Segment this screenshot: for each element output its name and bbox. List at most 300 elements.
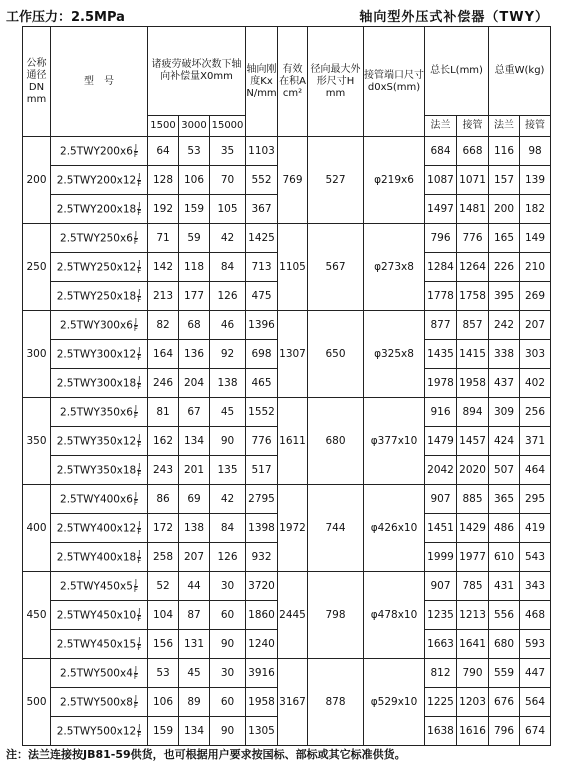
connection-flange-mark: F bbox=[133, 672, 138, 681]
weight-weld-cell: 674 bbox=[520, 717, 551, 746]
area-cell: 2445 bbox=[278, 572, 308, 659]
comp-3000-cell: 134 bbox=[179, 717, 210, 746]
comp-1500-cell: 82 bbox=[148, 311, 179, 340]
comp-1500-cell: 53 bbox=[148, 659, 179, 688]
header-length: 总长L(mm) bbox=[425, 27, 489, 116]
model-cell bbox=[51, 427, 148, 456]
connection-weld-mark: J bbox=[138, 345, 141, 354]
subheader-weight-flange: 法兰 bbox=[489, 116, 520, 137]
header-area: 有效在积A cm² bbox=[278, 27, 308, 137]
length-weld-cell: 785 bbox=[457, 572, 489, 601]
weight-weld-cell: 447 bbox=[520, 659, 551, 688]
model-code: 2.5TWY400x18 bbox=[56, 551, 137, 563]
comp-15000-cell: 35 bbox=[210, 137, 246, 166]
connection-type-fraction bbox=[137, 463, 141, 478]
comp-3000-cell: 53 bbox=[179, 137, 210, 166]
weight-weld-cell: 464 bbox=[520, 456, 551, 485]
table-row bbox=[23, 659, 551, 688]
length-flange-cell: 1435 bbox=[425, 340, 457, 369]
connection-flange-mark: F bbox=[137, 469, 142, 478]
outer-size-cell: 527 bbox=[308, 137, 364, 224]
outer-size-cell: 798 bbox=[308, 572, 364, 659]
connection-type-fraction bbox=[134, 666, 138, 681]
comp-1500-cell: 64 bbox=[148, 137, 179, 166]
table-row bbox=[23, 572, 551, 601]
connection-weld-mark: J bbox=[134, 142, 137, 151]
connection-weld-mark: J bbox=[138, 374, 141, 383]
weight-weld-cell: 182 bbox=[520, 195, 551, 224]
weight-flange-cell: 676 bbox=[489, 688, 520, 717]
length-flange-cell: 1451 bbox=[425, 514, 457, 543]
model-code: 2.5TWY350x18 bbox=[56, 464, 137, 476]
model-cell bbox=[51, 514, 148, 543]
weight-weld-cell: 303 bbox=[520, 340, 551, 369]
comp-1500-cell: 258 bbox=[148, 543, 179, 572]
connection-flange-mark: F bbox=[137, 614, 142, 623]
length-flange-cell: 907 bbox=[425, 572, 457, 601]
connection-weld-mark: J bbox=[138, 432, 141, 441]
comp-15000-cell: 42 bbox=[210, 224, 246, 253]
header-weight: 总重W(kg) bbox=[489, 27, 551, 116]
connection-flange-mark: F bbox=[137, 730, 142, 739]
comp-1500-cell: 243 bbox=[148, 456, 179, 485]
area-cell: 1307 bbox=[278, 311, 308, 398]
connection-type-fraction bbox=[137, 173, 141, 188]
connection-weld-mark: J bbox=[138, 171, 141, 180]
connection-type-fraction bbox=[134, 144, 138, 159]
model-code: 2.5TWY200x12 bbox=[56, 174, 137, 186]
connection-weld-mark: J bbox=[138, 287, 141, 296]
model-code: 2.5TWY500x12 bbox=[56, 725, 137, 737]
model-code: 2.5TWY250x12 bbox=[56, 261, 137, 273]
weight-flange-cell: 338 bbox=[489, 340, 520, 369]
model-code: 2.5TWY250x6 bbox=[60, 232, 133, 244]
comp-15000-cell: 138 bbox=[210, 369, 246, 398]
model-code: 2.5TWY200x6 bbox=[60, 145, 133, 157]
weight-flange-cell: 116 bbox=[489, 137, 520, 166]
working-pressure-label: 工作压力：2.5MPa bbox=[6, 10, 125, 25]
dn-cell: 200 bbox=[23, 137, 51, 224]
stiffness-cell: 475 bbox=[246, 282, 278, 311]
model-cell bbox=[51, 311, 148, 340]
outer-size-cell: 744 bbox=[308, 485, 364, 572]
connection-flange-mark: F bbox=[137, 440, 142, 449]
weight-flange-cell: 680 bbox=[489, 630, 520, 659]
connection-weld-mark: J bbox=[138, 258, 141, 267]
length-weld-cell: 1264 bbox=[457, 253, 489, 282]
connection-weld-mark: J bbox=[134, 490, 137, 499]
model-cell bbox=[51, 224, 148, 253]
stiffness-cell: 1552 bbox=[246, 398, 278, 427]
connection-type-fraction bbox=[137, 347, 141, 362]
model-code: 2.5TWY300x18 bbox=[56, 377, 137, 389]
model-cell bbox=[51, 659, 148, 688]
connection-weld-mark: J bbox=[134, 403, 137, 412]
connection-type-fraction bbox=[137, 724, 141, 739]
connection-type-fraction bbox=[137, 260, 141, 275]
model-code: 2.5TWY500x8 bbox=[60, 696, 133, 708]
area-cell: 769 bbox=[278, 137, 308, 224]
comp-15000-cell: 70 bbox=[210, 166, 246, 195]
comp-15000-cell: 84 bbox=[210, 514, 246, 543]
connection-type-fraction bbox=[134, 492, 138, 507]
comp-3000-cell: 106 bbox=[179, 166, 210, 195]
outer-size-cell: 680 bbox=[308, 398, 364, 485]
length-weld-cell: 885 bbox=[457, 485, 489, 514]
weight-flange-cell: 226 bbox=[489, 253, 520, 282]
length-weld-cell: 1071 bbox=[457, 166, 489, 195]
comp-1500-cell: 81 bbox=[148, 398, 179, 427]
subheader-weight-weld: 接管 bbox=[520, 116, 551, 137]
comp-15000-cell: 42 bbox=[210, 485, 246, 514]
weight-flange-cell: 796 bbox=[489, 717, 520, 746]
weight-flange-cell: 157 bbox=[489, 166, 520, 195]
weight-weld-cell: 149 bbox=[520, 224, 551, 253]
comp-3000-cell: 69 bbox=[179, 485, 210, 514]
connection-type-fraction bbox=[134, 405, 138, 420]
weight-weld-cell: 419 bbox=[520, 514, 551, 543]
table-row bbox=[23, 311, 551, 340]
connection-flange-mark: F bbox=[137, 382, 142, 391]
weight-flange-cell: 395 bbox=[489, 282, 520, 311]
connection-type-fraction bbox=[137, 376, 141, 391]
stiffness-cell: 2795 bbox=[246, 485, 278, 514]
connection-type-fraction bbox=[134, 231, 138, 246]
weight-flange-cell: 309 bbox=[489, 398, 520, 427]
comp-15000-cell: 135 bbox=[210, 456, 246, 485]
comp-15000-cell: 46 bbox=[210, 311, 246, 340]
connection-type-fraction bbox=[134, 695, 138, 710]
weight-flange-cell: 424 bbox=[489, 427, 520, 456]
dn-cell: 350 bbox=[23, 398, 51, 485]
comp-3000-cell: 68 bbox=[179, 311, 210, 340]
length-weld-cell: 1213 bbox=[457, 601, 489, 630]
dn-cell: 400 bbox=[23, 485, 51, 572]
connection-type-fraction bbox=[137, 608, 141, 623]
length-flange-cell: 1225 bbox=[425, 688, 457, 717]
weight-flange-cell: 559 bbox=[489, 659, 520, 688]
comp-1500-cell: 213 bbox=[148, 282, 179, 311]
connection-type-fraction bbox=[137, 521, 141, 536]
connection-type-fraction bbox=[134, 318, 138, 333]
weight-flange-cell: 365 bbox=[489, 485, 520, 514]
connection-flange-mark: F bbox=[133, 150, 138, 159]
port-size-cell: φ325x8 bbox=[364, 311, 425, 398]
weight-weld-cell: 269 bbox=[520, 282, 551, 311]
weight-flange-cell: 437 bbox=[489, 369, 520, 398]
outer-size-cell: 878 bbox=[308, 659, 364, 746]
comp-3000-cell: 59 bbox=[179, 224, 210, 253]
weight-weld-cell: 402 bbox=[520, 369, 551, 398]
area-cell: 1105 bbox=[278, 224, 308, 311]
comp-1500-cell: 192 bbox=[148, 195, 179, 224]
length-weld-cell: 1958 bbox=[457, 369, 489, 398]
comp-3000-cell: 201 bbox=[179, 456, 210, 485]
comp-3000-cell: 207 bbox=[179, 543, 210, 572]
weight-flange-cell: 556 bbox=[489, 601, 520, 630]
weight-weld-cell: 564 bbox=[520, 688, 551, 717]
area-cell: 1611 bbox=[278, 398, 308, 485]
model-cell bbox=[51, 717, 148, 746]
area-cell: 1972 bbox=[278, 485, 308, 572]
connection-flange-mark: F bbox=[137, 353, 142, 362]
weight-weld-cell: 371 bbox=[520, 427, 551, 456]
comp-1500-cell: 142 bbox=[148, 253, 179, 282]
comp-1500-cell: 156 bbox=[148, 630, 179, 659]
port-size-cell: φ219x6 bbox=[364, 137, 425, 224]
model-cell bbox=[51, 572, 148, 601]
connection-weld-mark: J bbox=[138, 722, 141, 731]
stiffness-cell: 1305 bbox=[246, 717, 278, 746]
footnote: 注：法兰连接按JB81-59供货，也可根据用户要求按国标、部标或其它标准供货。 bbox=[6, 748, 406, 761]
stiffness-cell: 698 bbox=[246, 340, 278, 369]
connection-weld-mark: J bbox=[134, 693, 137, 702]
model-cell bbox=[51, 282, 148, 311]
subheader-3000: 3000 bbox=[179, 116, 210, 137]
connection-type-fraction bbox=[137, 550, 141, 565]
model-cell bbox=[51, 485, 148, 514]
weight-flange-cell: 507 bbox=[489, 456, 520, 485]
comp-1500-cell: 128 bbox=[148, 166, 179, 195]
spec-table-body bbox=[23, 137, 551, 746]
weight-weld-cell: 139 bbox=[520, 166, 551, 195]
comp-3000-cell: 204 bbox=[179, 369, 210, 398]
length-flange-cell: 916 bbox=[425, 398, 457, 427]
weight-flange-cell: 165 bbox=[489, 224, 520, 253]
document-title: 轴向型外压式补偿器（TWY） bbox=[359, 10, 549, 25]
connection-flange-mark: F bbox=[133, 237, 138, 246]
comp-15000-cell: 84 bbox=[210, 253, 246, 282]
comp-3000-cell: 131 bbox=[179, 630, 210, 659]
header-fatigue: 诸疲劳破坏次数下轴向补偿量X0mm bbox=[148, 27, 246, 116]
stiffness-cell: 1398 bbox=[246, 514, 278, 543]
model-cell bbox=[51, 543, 148, 572]
length-flange-cell: 1479 bbox=[425, 427, 457, 456]
stiffness-cell: 1396 bbox=[246, 311, 278, 340]
dn-cell: 250 bbox=[23, 224, 51, 311]
connection-type-fraction bbox=[134, 579, 138, 594]
comp-15000-cell: 30 bbox=[210, 659, 246, 688]
length-weld-cell: 1415 bbox=[457, 340, 489, 369]
comp-3000-cell: 67 bbox=[179, 398, 210, 427]
comp-1500-cell: 71 bbox=[148, 224, 179, 253]
model-cell bbox=[51, 166, 148, 195]
stiffness-cell: 1860 bbox=[246, 601, 278, 630]
connection-flange-mark: F bbox=[133, 324, 138, 333]
connection-weld-mark: J bbox=[138, 519, 141, 528]
dn-cell: 300 bbox=[23, 311, 51, 398]
model-code: 2.5TWY350x12 bbox=[56, 435, 137, 447]
model-code: 2.5TWY350x6 bbox=[60, 406, 133, 418]
connection-flange-mark: F bbox=[137, 527, 142, 536]
connection-weld-mark: J bbox=[138, 635, 141, 644]
model-code: 2.5TWY400x6 bbox=[60, 493, 133, 505]
stiffness-cell: 552 bbox=[246, 166, 278, 195]
connection-flange-mark: F bbox=[137, 266, 142, 275]
connection-flange-mark: F bbox=[137, 179, 142, 188]
weight-weld-cell: 207 bbox=[520, 311, 551, 340]
model-code: 2.5TWY450x15 bbox=[56, 638, 137, 650]
length-weld-cell: 1429 bbox=[457, 514, 489, 543]
length-weld-cell: 2020 bbox=[457, 456, 489, 485]
connection-type-fraction bbox=[137, 434, 141, 449]
stiffness-cell: 465 bbox=[246, 369, 278, 398]
comp-3000-cell: 138 bbox=[179, 514, 210, 543]
comp-15000-cell: 60 bbox=[210, 688, 246, 717]
length-flange-cell: 796 bbox=[425, 224, 457, 253]
length-weld-cell: 894 bbox=[457, 398, 489, 427]
subheader-length-flange: 法兰 bbox=[425, 116, 457, 137]
model-cell bbox=[51, 456, 148, 485]
model-cell bbox=[51, 369, 148, 398]
header-stiffness: 轴向刚度Kx N/mm bbox=[246, 27, 278, 137]
connection-flange-mark: F bbox=[137, 643, 142, 652]
weight-flange-cell: 242 bbox=[489, 311, 520, 340]
connection-flange-mark: F bbox=[133, 411, 138, 420]
length-weld-cell: 1203 bbox=[457, 688, 489, 717]
comp-3000-cell: 89 bbox=[179, 688, 210, 717]
comp-15000-cell: 30 bbox=[210, 572, 246, 601]
comp-15000-cell: 90 bbox=[210, 630, 246, 659]
stiffness-cell: 1240 bbox=[246, 630, 278, 659]
model-code: 2.5TWY300x12 bbox=[56, 348, 137, 360]
comp-1500-cell: 106 bbox=[148, 688, 179, 717]
length-flange-cell: 1778 bbox=[425, 282, 457, 311]
header-model: 型 号 bbox=[51, 27, 148, 137]
port-size-cell: φ377x10 bbox=[364, 398, 425, 485]
length-weld-cell: 1616 bbox=[457, 717, 489, 746]
comp-15000-cell: 92 bbox=[210, 340, 246, 369]
comp-1500-cell: 162 bbox=[148, 427, 179, 456]
weight-flange-cell: 200 bbox=[489, 195, 520, 224]
port-size-cell: φ478x10 bbox=[364, 572, 425, 659]
connection-type-fraction bbox=[137, 289, 141, 304]
stiffness-cell: 3720 bbox=[246, 572, 278, 601]
length-flange-cell: 877 bbox=[425, 311, 457, 340]
connection-type-fraction bbox=[137, 202, 141, 217]
model-cell bbox=[51, 195, 148, 224]
length-weld-cell: 857 bbox=[457, 311, 489, 340]
length-flange-cell: 812 bbox=[425, 659, 457, 688]
header-outer-size: 径向最大外形尺寸H mm bbox=[308, 27, 364, 137]
model-cell bbox=[51, 340, 148, 369]
model-cell bbox=[51, 601, 148, 630]
length-weld-cell: 1758 bbox=[457, 282, 489, 311]
comp-3000-cell: 118 bbox=[179, 253, 210, 282]
weight-weld-cell: 343 bbox=[520, 572, 551, 601]
connection-type-fraction bbox=[137, 637, 141, 652]
connection-weld-mark: J bbox=[138, 200, 141, 209]
header-port-size: 接管端口尺寸d0xS(mm) bbox=[364, 27, 425, 137]
model-cell bbox=[51, 253, 148, 282]
stiffness-cell: 776 bbox=[246, 427, 278, 456]
port-size-cell: φ426x10 bbox=[364, 485, 425, 572]
subheader-15000: 15000 bbox=[210, 116, 246, 137]
comp-1500-cell: 52 bbox=[148, 572, 179, 601]
model-code: 2.5TWY250x18 bbox=[56, 290, 137, 302]
connection-weld-mark: J bbox=[134, 664, 137, 673]
comp-15000-cell: 45 bbox=[210, 398, 246, 427]
length-flange-cell: 1497 bbox=[425, 195, 457, 224]
stiffness-cell: 3916 bbox=[246, 659, 278, 688]
length-weld-cell: 1641 bbox=[457, 630, 489, 659]
comp-1500-cell: 104 bbox=[148, 601, 179, 630]
stiffness-cell: 517 bbox=[246, 456, 278, 485]
comp-3000-cell: 136 bbox=[179, 340, 210, 369]
comp-3000-cell: 159 bbox=[179, 195, 210, 224]
length-weld-cell: 1977 bbox=[457, 543, 489, 572]
comp-15000-cell: 90 bbox=[210, 717, 246, 746]
stiffness-cell: 367 bbox=[246, 195, 278, 224]
weight-weld-cell: 593 bbox=[520, 630, 551, 659]
model-code: 2.5TWY450x5 bbox=[60, 580, 133, 592]
length-weld-cell: 776 bbox=[457, 224, 489, 253]
connection-flange-mark: F bbox=[133, 498, 138, 507]
model-code: 2.5TWY200x18 bbox=[56, 203, 137, 215]
comp-1500-cell: 246 bbox=[148, 369, 179, 398]
connection-flange-mark: F bbox=[137, 556, 142, 565]
length-flange-cell: 1235 bbox=[425, 601, 457, 630]
weight-weld-cell: 210 bbox=[520, 253, 551, 282]
model-code: 2.5TWY450x10 bbox=[56, 609, 137, 621]
table-row bbox=[23, 137, 551, 166]
comp-3000-cell: 87 bbox=[179, 601, 210, 630]
comp-15000-cell: 126 bbox=[210, 282, 246, 311]
length-flange-cell: 1638 bbox=[425, 717, 457, 746]
comp-3000-cell: 45 bbox=[179, 659, 210, 688]
weight-weld-cell: 98 bbox=[520, 137, 551, 166]
weight-flange-cell: 486 bbox=[489, 514, 520, 543]
length-flange-cell: 684 bbox=[425, 137, 457, 166]
model-cell bbox=[51, 398, 148, 427]
connection-flange-mark: F bbox=[137, 295, 142, 304]
length-flange-cell: 1978 bbox=[425, 369, 457, 398]
connection-weld-mark: J bbox=[138, 548, 141, 557]
connection-weld-mark: J bbox=[134, 316, 137, 325]
connection-weld-mark: J bbox=[134, 577, 137, 586]
outer-size-cell: 650 bbox=[308, 311, 364, 398]
length-flange-cell: 907 bbox=[425, 485, 457, 514]
length-flange-cell: 1284 bbox=[425, 253, 457, 282]
model-code: 2.5TWY500x4 bbox=[60, 667, 133, 679]
connection-flange-mark: F bbox=[133, 701, 138, 710]
area-cell: 3167 bbox=[278, 659, 308, 746]
length-weld-cell: 668 bbox=[457, 137, 489, 166]
length-flange-cell: 2042 bbox=[425, 456, 457, 485]
spec-table bbox=[22, 26, 551, 746]
dn-cell: 450 bbox=[23, 572, 51, 659]
model-cell bbox=[51, 630, 148, 659]
length-weld-cell: 1457 bbox=[457, 427, 489, 456]
subheader-1500: 1500 bbox=[148, 116, 179, 137]
comp-15000-cell: 105 bbox=[210, 195, 246, 224]
comp-3000-cell: 44 bbox=[179, 572, 210, 601]
stiffness-cell: 713 bbox=[246, 253, 278, 282]
comp-15000-cell: 126 bbox=[210, 543, 246, 572]
weight-weld-cell: 295 bbox=[520, 485, 551, 514]
comp-3000-cell: 134 bbox=[179, 427, 210, 456]
header-dn: 公称通径DN mm bbox=[23, 27, 51, 137]
weight-weld-cell: 543 bbox=[520, 543, 551, 572]
port-size-cell: φ273x8 bbox=[364, 224, 425, 311]
weight-weld-cell: 468 bbox=[520, 601, 551, 630]
subheader-length-weld: 接管 bbox=[457, 116, 489, 137]
model-cell bbox=[51, 688, 148, 717]
length-flange-cell: 1999 bbox=[425, 543, 457, 572]
model-code: 2.5TWY400x12 bbox=[56, 522, 137, 534]
length-weld-cell: 790 bbox=[457, 659, 489, 688]
connection-flange-mark: F bbox=[137, 208, 142, 217]
